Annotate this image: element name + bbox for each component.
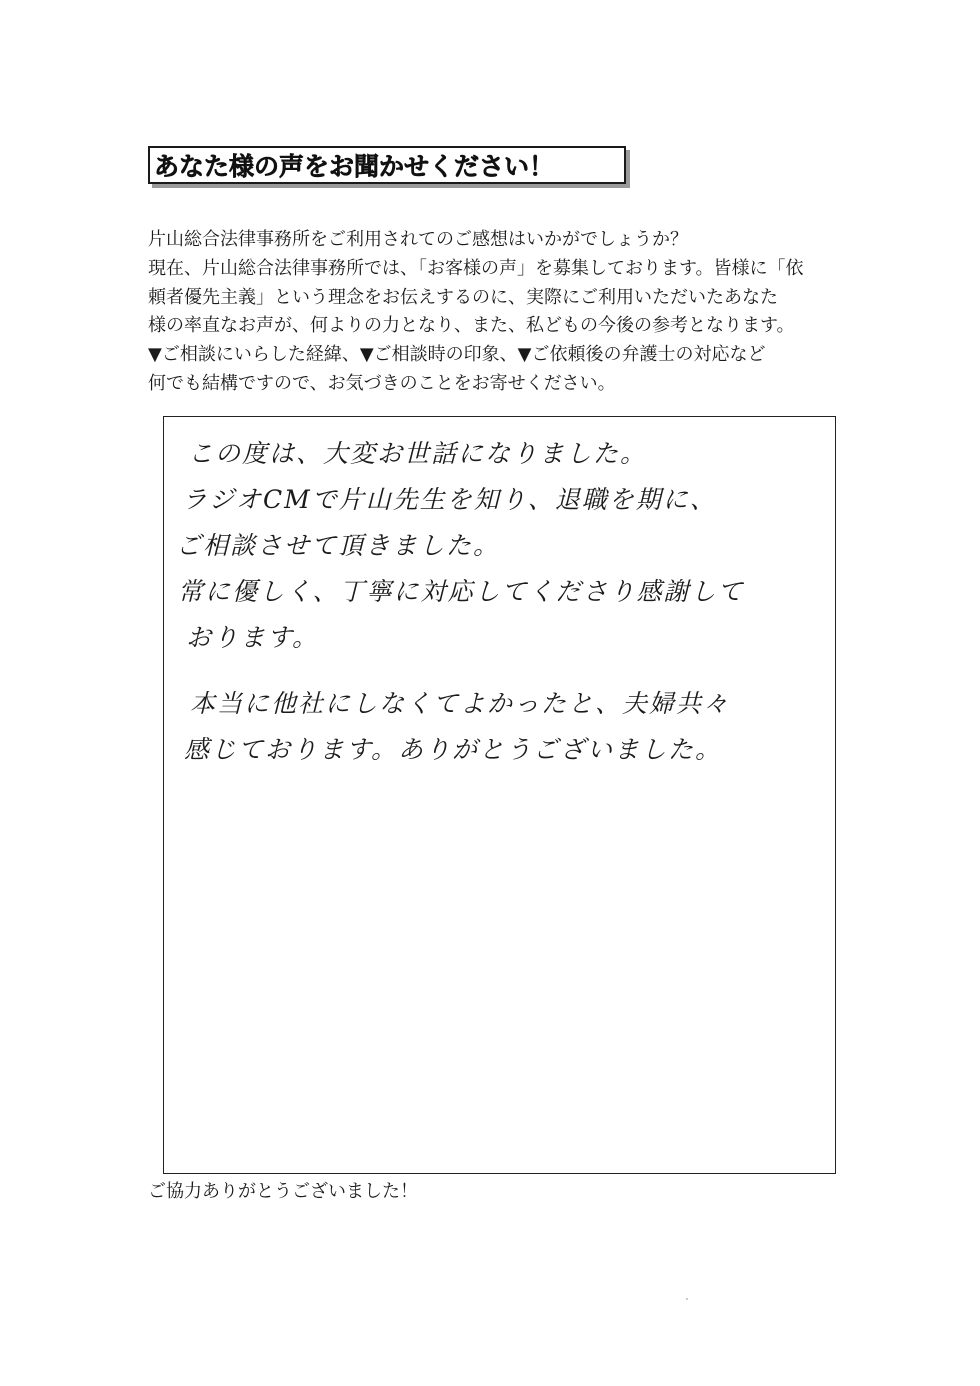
intro-text: [148, 226, 868, 399]
comment-line-4: 常に優しく、丁寧に対応してくださり感謝して: [178, 577, 745, 606]
handwritten-comment: [176, 431, 816, 773]
comment-line-1: この度は、大変お世話になりました。: [188, 439, 648, 468]
comment-line-3: ご相談させて頂きました。: [176, 531, 501, 560]
scan-speck: [686, 1298, 688, 1300]
comment-line-5: おります。: [186, 623, 320, 652]
intro-line-3: 頼者優先主義」という理念をお伝えするのに、実際にご利用いただいたあなた: [148, 286, 778, 308]
comment-line-6: 本当に他社にしなくてよかったと、夫婦共々: [190, 689, 731, 718]
intro-line-2: 現在、片山総合法律事務所では、「お客様の声」を募集しております。皆様に「依: [148, 257, 804, 279]
comment-box: [163, 416, 836, 1174]
intro-line-6: 何でも結構ですので、お気づきのことをお寄せください。: [148, 372, 616, 394]
comment-line-2: ラジオCMで片山先生を知り、退職を期に、: [182, 485, 717, 514]
thanks-text: ご協力ありがとうございました！: [148, 1181, 418, 1202]
page-title: あなた様の声をお聞かせください！: [154, 152, 555, 181]
comment-spacer: [176, 661, 816, 681]
intro-line-4: 様の率直なお声が、何よりの力となり、また、私どもの今後の参考となります。: [148, 315, 795, 337]
intro-line-1: 片山総合法律事務所をご利用されてのご感想はいかがでしょうか？: [148, 229, 688, 250]
title-box: [148, 146, 626, 184]
intro-line-5: ▼ご相談にいらした経緯、▼ご相談時の印象、▼ご依頼後の弁護士の対応など: [148, 344, 766, 366]
comment-line-7: 感じております。ありがとうございました。: [184, 735, 723, 764]
